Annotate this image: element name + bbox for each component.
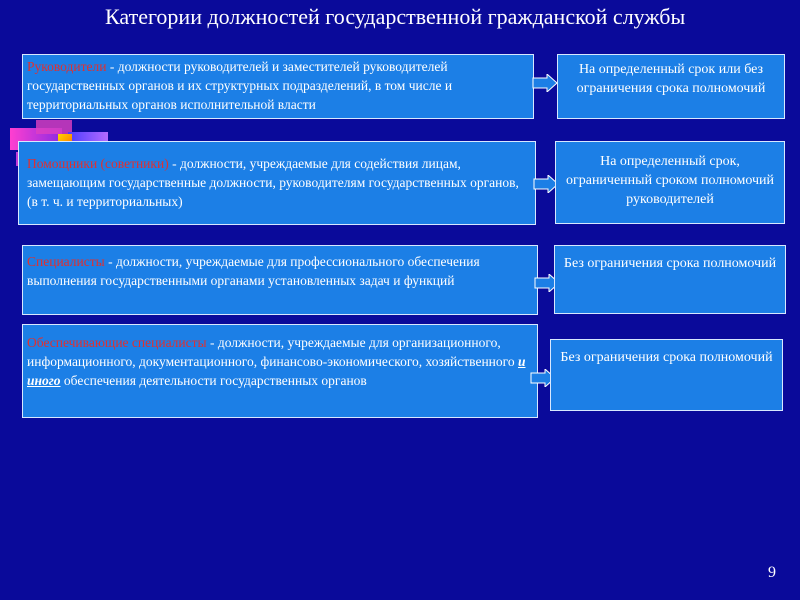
term-box-assistants: [555, 141, 785, 224]
category-description-end: обеспечения деятельности государственных органов: [60, 373, 367, 388]
term-label: На определенный срок, ограниченный сроком полномочий руководителей: [565, 154, 775, 207]
category-term: Помощники (советники): [27, 156, 169, 171]
category-box-support-specialists: [22, 324, 538, 418]
category-description: - должности, учреждаемые для профессионального обеспечения выполнения государственными органами установленных задач и функций: [27, 254, 480, 288]
term-label: На определенный срок или без ограничения срока полномочий: [576, 62, 766, 96]
category-description: - должности руководителей и заместителей руководителей государственных органов и их структурных подразделений, в том числе и территориальных органов исполнительной власти: [27, 59, 453, 112]
category-box-assistants: [18, 141, 536, 225]
arrow-icon: [532, 74, 558, 92]
term-label: Без ограничения срока полномочий: [563, 256, 777, 271]
slide-title: Категории должностей государственной гражданской службы: [105, 4, 686, 29]
category-term: Специалисты: [27, 254, 105, 269]
category-description: - должности, учреждаемые для содействия лицам, замещающим государственные должности, руководителям государственных органов, (в т. ч. и территориальных): [27, 156, 519, 209]
category-box-specialists: [22, 245, 538, 315]
category-term: Обеспечивающие специалисты: [27, 335, 207, 350]
category-description-emphasis: и иного: [27, 354, 526, 388]
category-term: Руководители: [27, 59, 107, 74]
category-box-managers: [22, 54, 534, 119]
term-box-specialists: [554, 245, 786, 314]
page-number: 9: [768, 564, 776, 581]
term-box-support-specialists: [550, 339, 783, 411]
term-label: Без ограничения срока полномочий: [560, 350, 773, 365]
term-box-managers: [557, 54, 785, 119]
category-description: - должности, учреждаемые для организационного, информационного, документационного, финансово-экономического, хозяйственного: [27, 335, 518, 369]
